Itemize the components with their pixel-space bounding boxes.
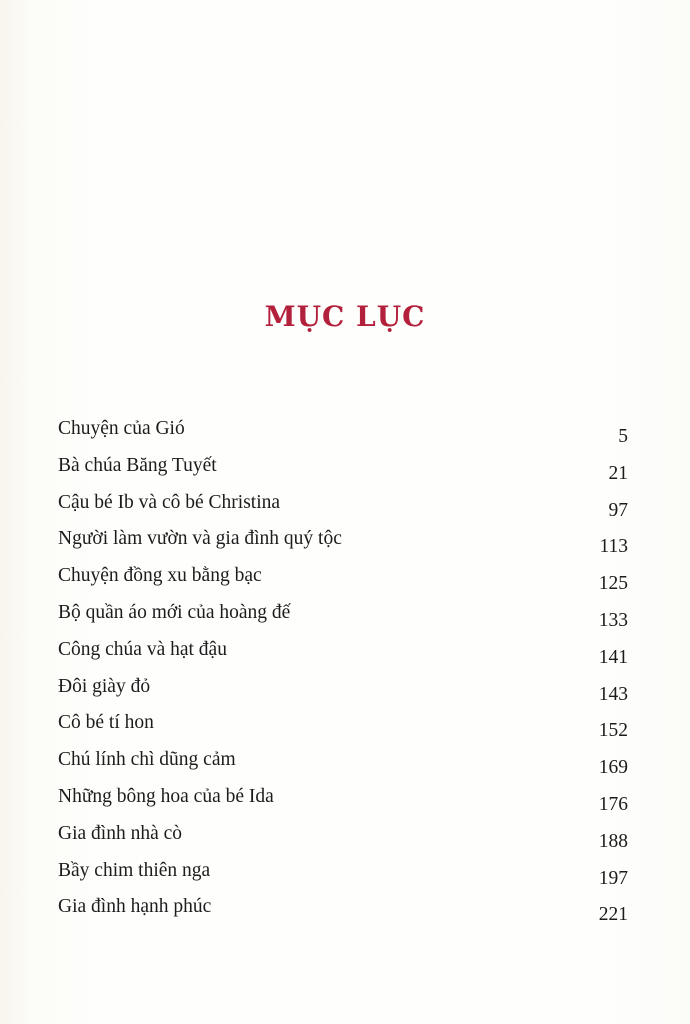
- toc-entry-title: Đôi giày đỏ: [58, 675, 151, 697]
- table-of-contents: [58, 418, 628, 933]
- toc-entry-title: Chú lính chì dũng cảm: [58, 749, 236, 771]
- toc-entry-title: Chuyện của Gió: [58, 418, 185, 439]
- toc-entry-page: 188: [598, 830, 628, 852]
- toc-entry: [58, 676, 628, 713]
- toc-entry-page: 152: [598, 720, 628, 742]
- toc-entry-page: 143: [598, 683, 628, 705]
- toc-entry-page: 21: [608, 462, 628, 484]
- toc-entry-page: 113: [599, 536, 628, 558]
- toc-entry: [58, 455, 628, 492]
- toc-entry-page: 97: [608, 499, 628, 521]
- toc-entry: [58, 786, 628, 823]
- toc-entry: [58, 823, 628, 860]
- toc-entry: [58, 639, 628, 676]
- toc-entry: [58, 896, 628, 933]
- toc-entry-page: 169: [598, 757, 628, 779]
- toc-entry-page: 133: [598, 609, 628, 631]
- toc-entry-title: Gia đình hạnh phúc: [58, 896, 212, 918]
- toc-entry-page: 125: [598, 573, 628, 595]
- toc-entry: [58, 602, 628, 639]
- toc-entry: [58, 528, 628, 565]
- toc-entry-title: Người làm vườn và gia đình quý tộc: [58, 528, 342, 550]
- toc-entry-title: Bầy chim thiên nga: [58, 859, 211, 881]
- page-title: MỤC LỤC: [264, 300, 426, 333]
- toc-entry: [58, 749, 628, 786]
- toc-entry-title: Chuyện đồng xu bằng bạc: [58, 565, 262, 587]
- toc-entry-title: Công chúa và hạt đậu: [58, 638, 227, 660]
- toc-entry: [58, 418, 628, 455]
- toc-entry: [58, 492, 628, 529]
- toc-entry: [58, 860, 628, 897]
- toc-entry: [58, 565, 628, 602]
- toc-entry-title: Bà chúa Băng Tuyết: [58, 454, 217, 476]
- toc-entry-page: 176: [598, 793, 628, 815]
- toc-entry-title: Bộ quần áo mới của hoàng đế: [58, 601, 291, 623]
- toc-entry: [58, 712, 628, 749]
- toc-entry-page: 5: [618, 426, 628, 447]
- toc-entry-page: 197: [598, 867, 628, 889]
- toc-entry-title: Những bông hoa của bé Ida: [58, 785, 274, 807]
- toc-entry-page: 221: [598, 904, 628, 926]
- toc-entry-title: Gia đình nhà cò: [58, 822, 183, 844]
- toc-entry-title: Cậu bé Ib và cô bé Christina: [58, 491, 281, 513]
- toc-entry-page: 141: [598, 646, 628, 668]
- toc-entry-title: Cô bé tí hon: [58, 712, 154, 734]
